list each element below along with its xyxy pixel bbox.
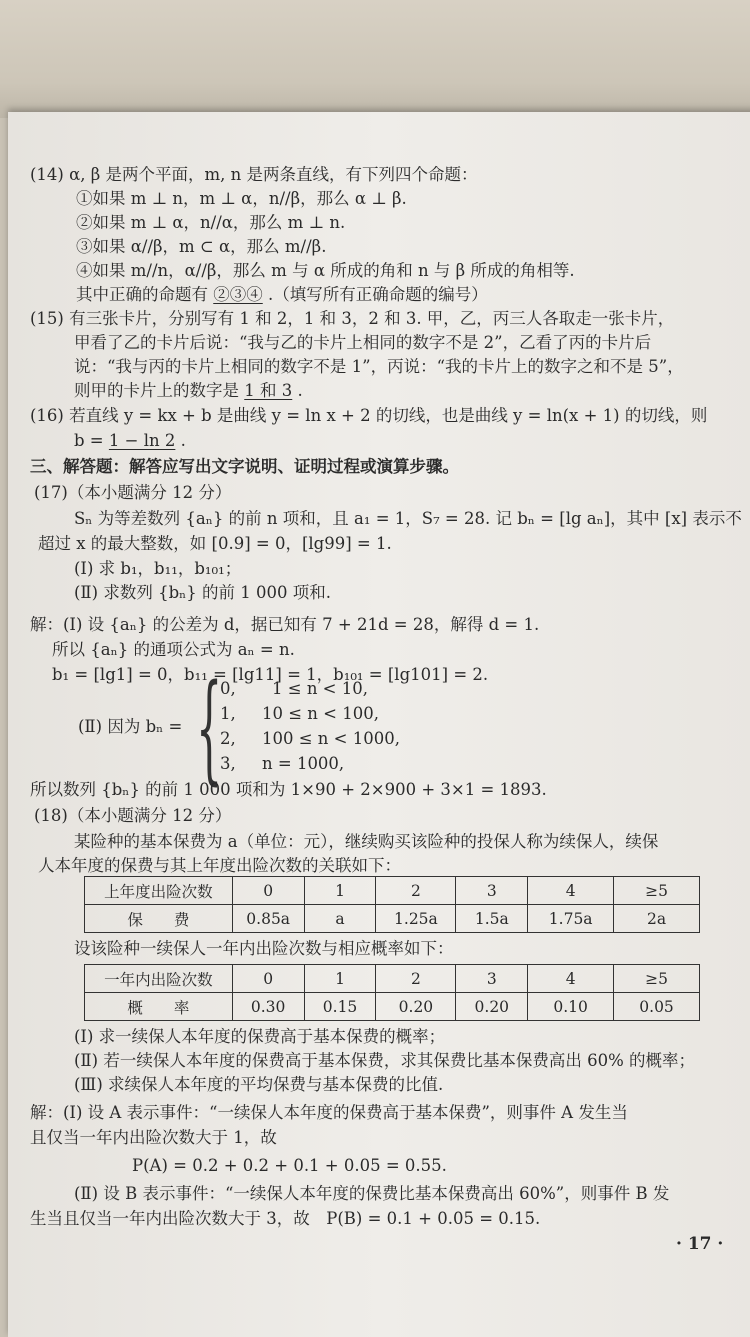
p15-question-pre: 则甲的卡片上的数字是 bbox=[74, 381, 239, 400]
table-cell: 1 bbox=[304, 877, 376, 905]
p18-line-3: 设该险种一续保人一年内出险次数与相应概率如下： bbox=[74, 939, 454, 958]
table-cell: 4 bbox=[528, 965, 614, 993]
table-cell: 0.15 bbox=[304, 993, 376, 1021]
p17-line-2: 超过 x 的最大整数，如 [0.9] = 0，[lg99] = 1. bbox=[38, 534, 392, 553]
table-cell: 0.30 bbox=[232, 993, 304, 1021]
premium-table bbox=[84, 876, 700, 933]
p18-solution-1: 解：(Ⅰ) 设 A 表示事件：“一续保人本年度的保费高于基本保费”，则事件 A 发生当 bbox=[30, 1103, 628, 1122]
case-3-condition: 100 ≤ n < 1000, bbox=[262, 729, 400, 748]
p16-line-1: (16) 若直线 y = kx + b 是曲线 y = ln x + 2 的切线，也是曲线 y = ln(x + 1) 的切线，则 bbox=[30, 406, 708, 425]
p18-question-1: (Ⅰ) 求一续保人本年度的保费高于基本保费的概率； bbox=[74, 1027, 446, 1046]
case-2-value: 1, bbox=[220, 704, 236, 723]
p15-question-post: . bbox=[297, 381, 303, 400]
p17-solution-5: 所以数列 {bₙ} 的前 1 000 项和为 1×90 + 2×900 + 3×1 = 1893. bbox=[30, 780, 547, 799]
case-2-condition: 10 ≤ n < 100, bbox=[262, 704, 379, 723]
p17-solution-1: 解：(Ⅰ) 设 {aₙ} 的公差为 d，据已知有 7 + 21d = 28，解得 d = 1. bbox=[30, 615, 540, 634]
table-cell: 3 bbox=[456, 877, 528, 905]
p14-statement-3: ③如果 α//β，m ⊂ α，那么 m//β. bbox=[76, 237, 327, 256]
p15-question bbox=[74, 380, 303, 402]
table-cell: 0.10 bbox=[528, 993, 614, 1021]
table-cell: 0.85a bbox=[232, 905, 304, 933]
p18-line-2: 人本年度的保费与其上年度出险次数的关联如下： bbox=[38, 856, 401, 875]
table-cell: 0 bbox=[232, 965, 304, 993]
table-cell: 4 bbox=[528, 877, 614, 905]
p17-question-2: (Ⅱ) 求数列 {bₙ} 的前 1 000 项和. bbox=[74, 583, 331, 602]
case-3-value: 2, bbox=[220, 729, 236, 748]
table-cell: a bbox=[304, 905, 376, 933]
p15-line-2: 甲看了乙的卡片后说：“我与乙的卡片上相同的数字不是 2”，乙看了丙的卡片后 bbox=[74, 333, 652, 352]
p17-question-1: (Ⅰ) 求 b₁，b₁₁，b₁₀₁； bbox=[74, 559, 242, 578]
table-cell: 1.5a bbox=[456, 905, 528, 933]
p18-question-2: (Ⅱ) 若一续保人本年度的保费高于基本保费，求其保费比基本保费高出 60% 的概率； bbox=[74, 1051, 695, 1070]
table-cell: 一年内出险次数 bbox=[85, 965, 233, 993]
p15-line-1: (15) 有三张卡片，分别写有 1 和 2，1 和 3，2 和 3. 甲，乙，丙三人各取走一张卡片， bbox=[30, 309, 675, 328]
table-cell: 上年度出险次数 bbox=[85, 877, 233, 905]
p15-line-3: 说：“我与丙的卡片上相同的数字不是 1”，丙说：“我的卡片上的数字之和不是 5”， bbox=[74, 357, 684, 376]
table-row bbox=[85, 993, 700, 1021]
table-cell: 0.05 bbox=[614, 993, 700, 1021]
p14-question bbox=[76, 284, 488, 306]
p14-answer: ②③④ bbox=[213, 285, 263, 304]
piecewise-brace-icon: { bbox=[196, 658, 223, 796]
p16-question bbox=[74, 430, 186, 452]
p18-header: (18)（本小题满分 12 分） bbox=[34, 806, 232, 825]
p18-solution-5: 生当且仅当一年内出险次数大于 3，故 P(B) = 0.1 + 0.05 = 0.15. bbox=[30, 1209, 541, 1228]
table-cell: 保 费 bbox=[85, 905, 233, 933]
table-cell: 0.20 bbox=[456, 993, 528, 1021]
table-cell: 3 bbox=[456, 965, 528, 993]
p16-answer: 1 − ln 2 bbox=[108, 431, 176, 450]
p18-solution-4: (Ⅱ) 设 B 表示事件：“一续保人本年度的保费比基本保费高出 60%”，则事件 B 发 bbox=[74, 1184, 670, 1203]
table-cell: 概 率 bbox=[85, 993, 233, 1021]
textbook-page bbox=[8, 112, 750, 1337]
table-cell: 0.20 bbox=[376, 993, 456, 1021]
p18-solution-2: 且仅当一年内出险次数大于 1，故 bbox=[30, 1128, 277, 1147]
table-cell: 2 bbox=[376, 965, 456, 993]
p14-statement-2: ②如果 m ⊥ α，n//α，那么 m ⊥ n. bbox=[76, 213, 346, 232]
p17-solution-2: 所以 {aₙ} 的通项公式为 aₙ = n. bbox=[52, 640, 295, 659]
p15-answer: 1 和 3 bbox=[244, 381, 293, 400]
case-1-value: 0, bbox=[220, 679, 236, 698]
section-3-heading: 三、解答题：解答应写出文字说明、证明过程或演算步骤。 bbox=[30, 457, 459, 476]
p14-question-post: .（填写所有正确命题的编号） bbox=[268, 285, 488, 304]
table-cell: 0 bbox=[232, 877, 304, 905]
p14-statement-4: ④如果 m//n，α//β，那么 m 与 α 所成的角和 n 与 β 所成的角相等. bbox=[76, 261, 575, 280]
p17-header: (17)（本小题满分 12 分） bbox=[34, 483, 232, 502]
probability-table bbox=[84, 964, 700, 1021]
table-cell: 2a bbox=[614, 905, 700, 933]
table-cell: 1 bbox=[304, 965, 376, 993]
p16-question-post: . bbox=[180, 431, 186, 450]
p18-solution-3: P(A) = 0.2 + 0.2 + 0.1 + 0.05 = 0.55. bbox=[132, 1156, 447, 1175]
p18-question-3: (Ⅲ) 求续保人本年度的平均保费与基本保费的比值. bbox=[74, 1075, 444, 1094]
table-cell: ≥5 bbox=[614, 877, 700, 905]
p14-intro: (14) α, β 是两个平面，m, n 是两条直线，有下列四个命题： bbox=[30, 165, 478, 184]
case-4-condition: n = 1000, bbox=[262, 754, 345, 773]
table-row bbox=[85, 877, 700, 905]
table-cell: ≥5 bbox=[614, 965, 700, 993]
page-number: · 17 · bbox=[676, 1234, 724, 1254]
p14-statement-1: ①如果 m ⊥ n，m ⊥ α，n//β，那么 α ⊥ β. bbox=[76, 189, 407, 208]
case-4-value: 3, bbox=[220, 754, 236, 773]
p18-line-1: 某险种的基本保费为 a（单位：元），继续购买该险种的投保人称为续保人，续保 bbox=[74, 832, 659, 851]
table-cell: 1.75a bbox=[528, 905, 614, 933]
table-row bbox=[85, 905, 700, 933]
p17-solution-3: b₁ = [lg1] = 0，b₁₁ = [lg11] = 1，b₁₀₁ = [lg101] = 2. bbox=[52, 665, 489, 684]
table-row bbox=[85, 965, 700, 993]
p14-question-pre: 其中正确的命题有 bbox=[76, 285, 208, 304]
p17-solution-4-label: (Ⅱ) 因为 bₙ = bbox=[78, 717, 183, 736]
table-cell: 2 bbox=[376, 877, 456, 905]
p16-question-pre: b = bbox=[74, 431, 104, 450]
case-1-condition: 1 ≤ n < 10, bbox=[272, 679, 368, 698]
background-surface bbox=[0, 0, 750, 118]
p17-line-1: Sₙ 为等差数列 {aₙ} 的前 n 项和，且 a₁ = 1，S₇ = 28. 记 bₙ = [lg aₙ]，其中 [x] 表示不 bbox=[74, 509, 742, 528]
table-cell: 1.25a bbox=[376, 905, 456, 933]
